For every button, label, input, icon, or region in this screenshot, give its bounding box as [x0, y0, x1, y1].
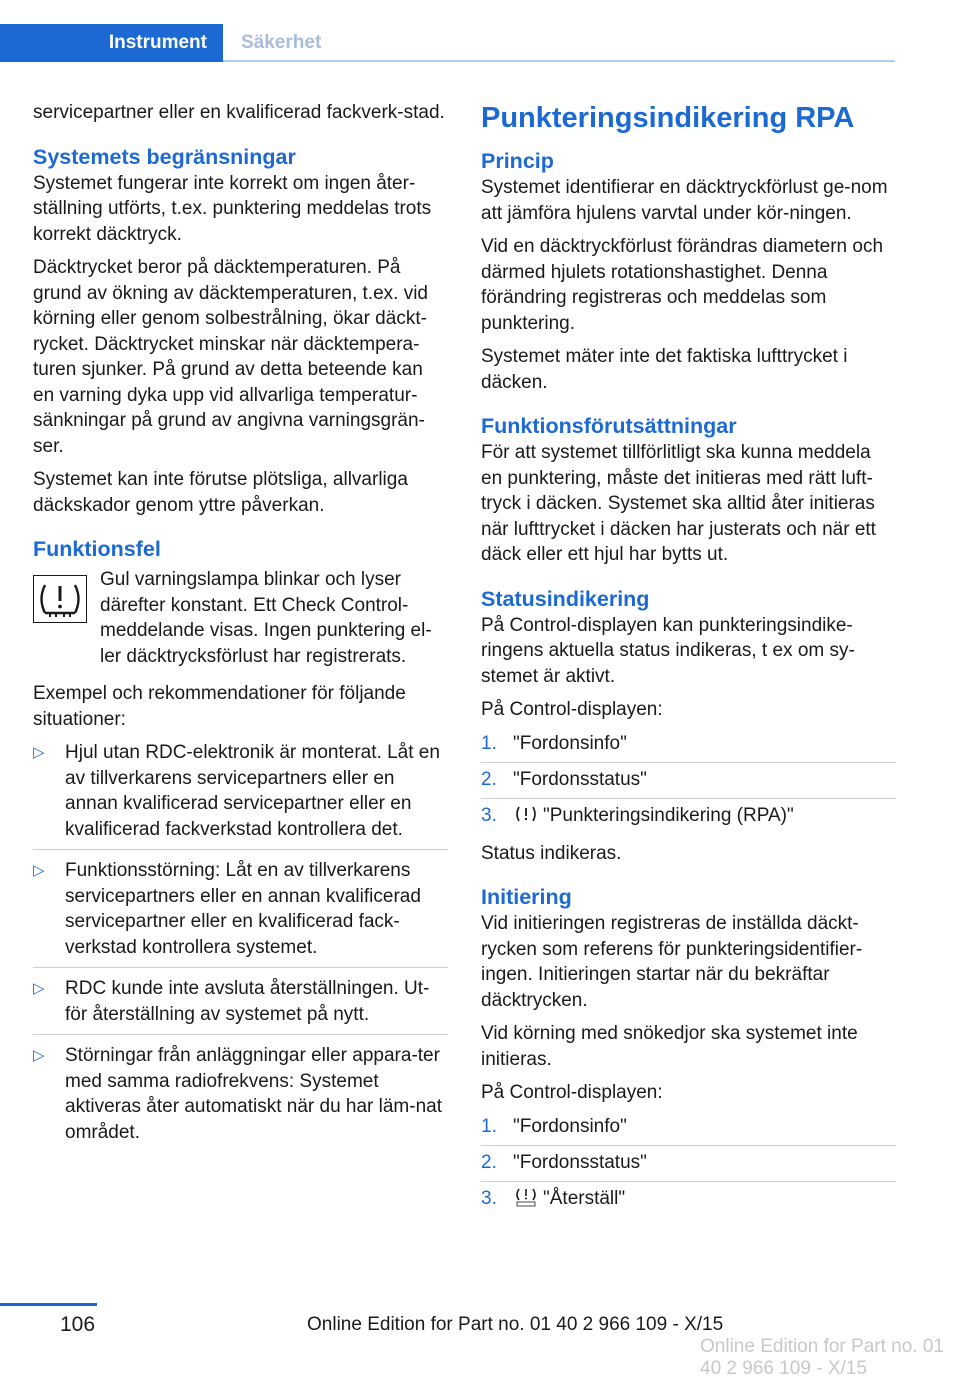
section-title: Punkteringsindikering RPA — [481, 102, 855, 134]
triangle-bullet-icon: ▷ — [33, 1047, 45, 1064]
list-item: ▷ Funktionsstörning: Låt en av tillverkarens servicepartners eller en annan kvalificerad servicepartner eller en kvalificerad fack-verkstad kontrollera systemet. — [33, 858, 448, 968]
limits-heading: Systemets begränsningar — [33, 144, 296, 169]
status-paragraph-3: Status indikeras. — [481, 842, 622, 864]
prereq-paragraph: För att systemet tillförlitligt ska kunna meddela en punktering, måste det initieras med rätt luft-tryck i däcken. Systemet ska alltid åter initieras när lufttrycket i däcken har justerats och när ett däck eller ett hjul har bytts ut. — [481, 442, 876, 565]
limits-paragraph-2: Däcktrycket beror på däcktemperaturen. På grund av ökning av däcktemperaturen, t.ex. vid körning eller genom solbestrålning, ökar däckt-rycket. Däcktrycket minskar när däcktempera-turen sjunker. På grund av detta beteende kan en varning dyka upp vid allvarliga temperatur-sänkningar på grund av angivna varningsgrän-ser. — [33, 257, 429, 457]
fault-text: Gul varningslampa blinkar och lyser därefter konstant. Ett Check Control-meddelande visas. Ingen punktering el-ler däcktrycksförlust har registrerats. — [100, 569, 432, 667]
limits-paragraph-1: Systemet fungerar inte korrekt om ingen åter-ställning utförts, t.ex. punktering meddelas trots korrekt däcktryck. — [33, 172, 432, 245]
reset-icon — [513, 1187, 539, 1207]
prereq-heading: Funktionsförutsättningar — [481, 414, 737, 438]
list-item: ▷ Hjul utan RDC-elektronik är monterat. Låt en av tillverkarens servicepartners eller en annan kvalificerad servicepartner eller en kvalificerad fackverkstad kontrollera det. — [33, 740, 448, 850]
rpa-warning-icon — [513, 804, 539, 824]
fault-block — [33, 567, 448, 669]
triangle-bullet-icon: ▷ — [33, 862, 45, 879]
status-paragraph-2: På Control-displayen: — [481, 699, 663, 720]
init-heading: Initiering — [481, 885, 572, 909]
header-divider — [0, 60, 895, 62]
tire-pressure-warning-icon — [33, 575, 87, 623]
left-column — [33, 100, 448, 1160]
status-steps — [481, 731, 896, 835]
init-paragraph-2: Vid körning med snökedjor ska systemet inte initieras. — [481, 1023, 858, 1070]
list-item: 2. "Fordonsstatus" — [481, 767, 896, 799]
limits-paragraph-3: Systemet kan inte förutse plötsliga, allvarliga däckskador genom yttre påverkan. — [33, 469, 408, 516]
list-item: 3. "Punkteringsindikering (RPA)" — [481, 804, 794, 826]
examples-intro: Exempel och rekommendationer för följande situationer: — [33, 683, 406, 730]
intro-text: servicepartner eller en kvalificerad fackverk-stad. — [33, 102, 445, 123]
principle-paragraph-3: Systemet mäter inte det faktiska lufttrycket i däcken. — [481, 346, 848, 393]
status-heading: Statusindikering — [481, 586, 650, 611]
list-item: 3. "Återställ" — [481, 1187, 626, 1209]
principle-heading: Princip — [481, 149, 554, 173]
init-paragraph-3: På Control-displayen: — [481, 1082, 663, 1103]
right-column — [481, 100, 896, 1224]
tab-instrument[interactable]: Instrument — [0, 24, 223, 62]
status-paragraph-1: På Control-displayen kan punkteringsindike-ringens aktuella status indikeras, t ex om sy-stemet är aktivt. — [481, 614, 855, 687]
watermark: Online Edition for Part no. 01 40 2 966 109 - X/15 — [700, 1336, 944, 1379]
principle-paragraph-1: Systemet identifierar en däcktryckförlust ge-nom att jämföra hjulens varvtal under kör-ningen. — [481, 177, 888, 224]
list-item: 2. "Fordonsstatus" — [481, 1150, 896, 1182]
header-tabs — [0, 24, 895, 62]
page-number: 106 — [60, 1313, 96, 1336]
edition-text: Online Edition for Part no. 01 40 2 966 109 - X/15 — [307, 1314, 724, 1335]
list-item: 1. "Fordonsinfo" — [481, 1114, 896, 1146]
triangle-bullet-icon: ▷ — [33, 744, 45, 761]
footer-accent-line — [0, 1303, 97, 1306]
tab-sakerhet[interactable]: Säkerhet — [241, 32, 322, 53]
fault-heading: Funktionsfel — [33, 537, 161, 561]
list-item: 1. "Fordonsinfo" — [481, 731, 896, 763]
init-steps — [481, 1114, 896, 1218]
examples-list — [33, 740, 448, 1152]
triangle-bullet-icon: ▷ — [33, 980, 45, 997]
list-item: ▷ Störningar från anläggningar eller appara-ter med samma radiofrekvens: Systemet aktiveras åter automatiskt när du har läm-nat området. — [33, 1045, 443, 1143]
list-item: ▷ RDC kunde inte avsluta återställningen. Ut-för återställning av systemet på nytt. — [33, 976, 448, 1035]
principle-paragraph-2: Vid en däcktryckförlust förändras diametern och därmed hjulets rotationshastighet. Denna förändring registreras och meddelas som punktering. — [481, 236, 884, 334]
init-paragraph-1: Vid initieringen registreras de inställda däckt-rycken som referens för punkteringsidentifier-ingen. Initieringen startar när du bekräftar däcktrycken. — [481, 913, 863, 1011]
